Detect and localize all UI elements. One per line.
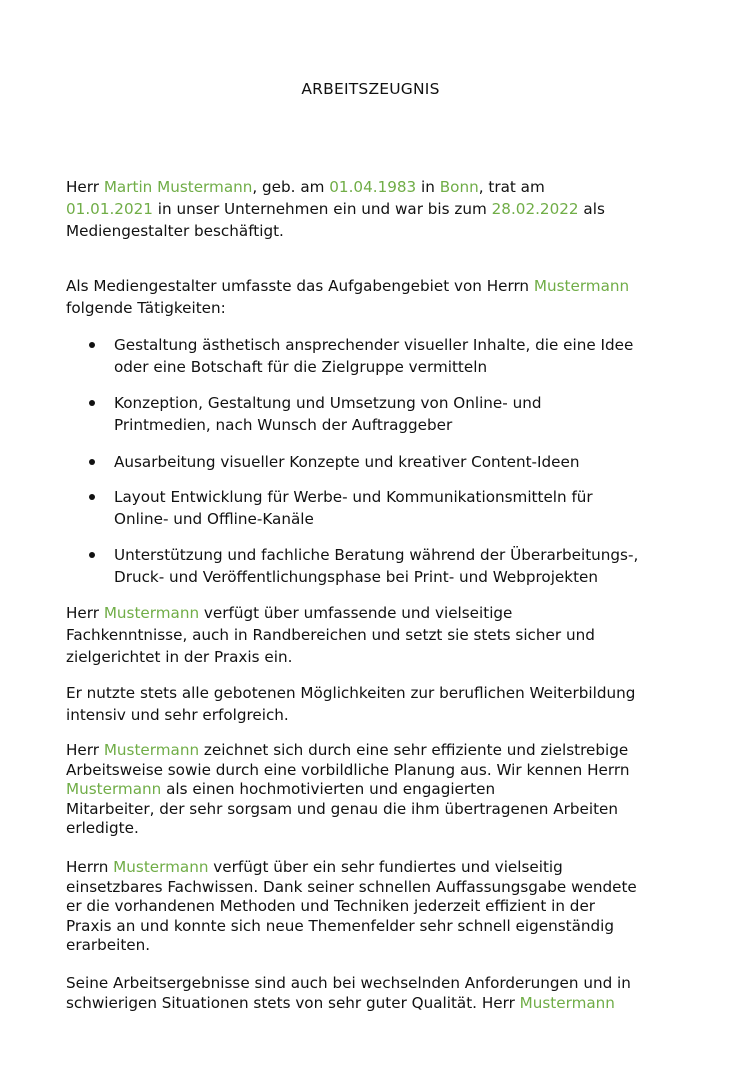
birth-date: 01.04.1983 — [329, 178, 417, 196]
task-list-item — [86, 451, 681, 473]
task-line-1: Ausarbeitung visueller Konzepte und kreativer Content-Ideen — [114, 453, 580, 471]
employee-surname: Mustermann — [103, 741, 200, 759]
intro-paragraph — [66, 176, 681, 242]
task-line-2: Printmedien, nach Wunsch der Auftraggeber — [114, 416, 453, 434]
intro-text: Herr — [66, 178, 104, 196]
results-text: schwierigen Situationen stets von sehr guter Qualität. Herr — [66, 993, 520, 1012]
intro-text: , trat am — [478, 178, 545, 196]
bullet-icon — [89, 342, 95, 348]
expertise-line-1 — [66, 858, 681, 878]
task-line-1: Konzeption, Gestaltung und Umsetzung von Online- und — [114, 394, 542, 412]
expertise-line-4: Praxis an und konnte sich neue Themenfelder sehr schnell eigenständig — [66, 916, 615, 935]
expertise-line-2: einsetzbares Fachwissen. Dank seiner schnellen Auffassungsgabe wendete — [66, 877, 637, 896]
intro-line-2 — [66, 198, 681, 220]
work-style-text: als einen hochmotivierten und engagierten — [161, 780, 496, 798]
employee-surname: Mustermann — [113, 858, 209, 876]
work-style-line-3 — [66, 780, 681, 800]
task-line-1: Layout Entwicklung für Werbe- und Kommunikationsmitteln für — [114, 488, 593, 506]
intro-text: als — [578, 200, 605, 218]
expertise-text: Herrn — [66, 858, 114, 876]
task-line-2: oder eine Botschaft für die Zielgruppe vermitteln — [114, 358, 488, 376]
employee-surname: Mustermann — [519, 993, 615, 1012]
work-style-paragraph — [66, 741, 681, 839]
training-paragraph — [66, 682, 681, 726]
tasks-intro-line-1 — [66, 275, 681, 297]
task-list-item — [86, 392, 681, 436]
expertise-paragraph — [66, 858, 681, 956]
tasks-intro-line-2: folgende Tätigkeiten: — [66, 299, 226, 317]
work-style-line-4: Mitarbeiter, der sehr sorgsam und genau die ihm übertragenen Arbeiten — [66, 799, 619, 818]
tasks-intro-text: Als Mediengestalter umfasste das Aufgabengebiet von Herrn — [66, 277, 534, 295]
intro-text: , geb. am — [252, 178, 330, 196]
task-list-item — [86, 544, 681, 588]
training-line-1: Er nutzte stets alle gebotenen Möglichkeiten zur beruflichen Weiterbildung — [66, 684, 636, 702]
employee-surname: Mustermann — [66, 780, 162, 798]
employee-name: Martin Mustermann — [103, 178, 253, 196]
intro-text: in — [416, 178, 440, 196]
knowledge-line-1 — [66, 602, 681, 624]
task-list-item — [86, 486, 681, 530]
results-line-2 — [66, 994, 681, 1014]
document-title: ARBEITSZEUGNIS — [301, 80, 440, 98]
task-line-1: Gestaltung ästhetisch ansprechender visueller Inhalte, die eine Idee — [114, 336, 634, 354]
start-date: 01.01.2021 — [66, 200, 153, 218]
tasks-intro-paragraph — [66, 275, 681, 319]
work-style-text: zeichnet sich durch eine sehr effiziente und zielstrebige — [199, 741, 629, 759]
work-style-line-2: Arbeitsweise sowie durch eine vorbildliche Planung aus. Wir kennen Herrn — [66, 760, 630, 779]
expertise-text: verfügt über ein sehr fundiertes und vielseitig — [208, 858, 563, 876]
knowledge-paragraph — [66, 602, 681, 668]
intro-line-3: Mediengestalter beschäftigt. — [66, 222, 284, 240]
knowledge-line-3: zielgerichtet in der Praxis ein. — [66, 648, 293, 666]
knowledge-text: verfügt über umfassende und vielseitige — [199, 604, 513, 622]
expertise-line-5: erarbeiten. — [66, 936, 151, 954]
bullet-icon — [89, 400, 95, 406]
results-paragraph — [66, 974, 681, 1013]
work-style-line-1 — [66, 741, 681, 761]
training-line-2: intensiv und sehr erfolgreich. — [66, 706, 289, 724]
task-line-2: Online- und Offline-Kanäle — [114, 510, 314, 528]
employee-surname: Mustermann — [533, 277, 630, 295]
intro-text: in unser Unternehmen ein und war bis zum — [152, 200, 492, 218]
work-style-line-5: erledigte. — [66, 819, 139, 837]
knowledge-text: Herr — [66, 604, 104, 622]
expertise-line-3: er die vorhandenen Methoden und Techniken jederzeit effizient in der — [66, 897, 596, 915]
task-list-item — [86, 334, 681, 378]
task-line-2: Druck- und Veröffentlichungsphase bei Print- und Webprojekten — [114, 568, 598, 586]
results-line-1: Seine Arbeitsergebnisse sind auch bei wechselnden Anforderungen und in — [66, 974, 631, 992]
intro-line-1 — [66, 176, 681, 198]
bullet-icon — [89, 494, 95, 500]
bullet-icon — [89, 459, 95, 465]
knowledge-line-2: Fachkenntnisse, auch in Randbereichen und setzt sie stets sicher und — [66, 626, 595, 644]
work-style-text: Herr — [66, 741, 104, 759]
end-date: 28.02.2022 — [491, 200, 579, 218]
bullet-icon — [89, 552, 95, 558]
task-line-1: Unterstützung und fachliche Beratung während der Überarbeitungs-, — [114, 546, 639, 564]
employee-surname: Mustermann — [103, 604, 200, 622]
birth-place: Bonn — [439, 178, 479, 196]
